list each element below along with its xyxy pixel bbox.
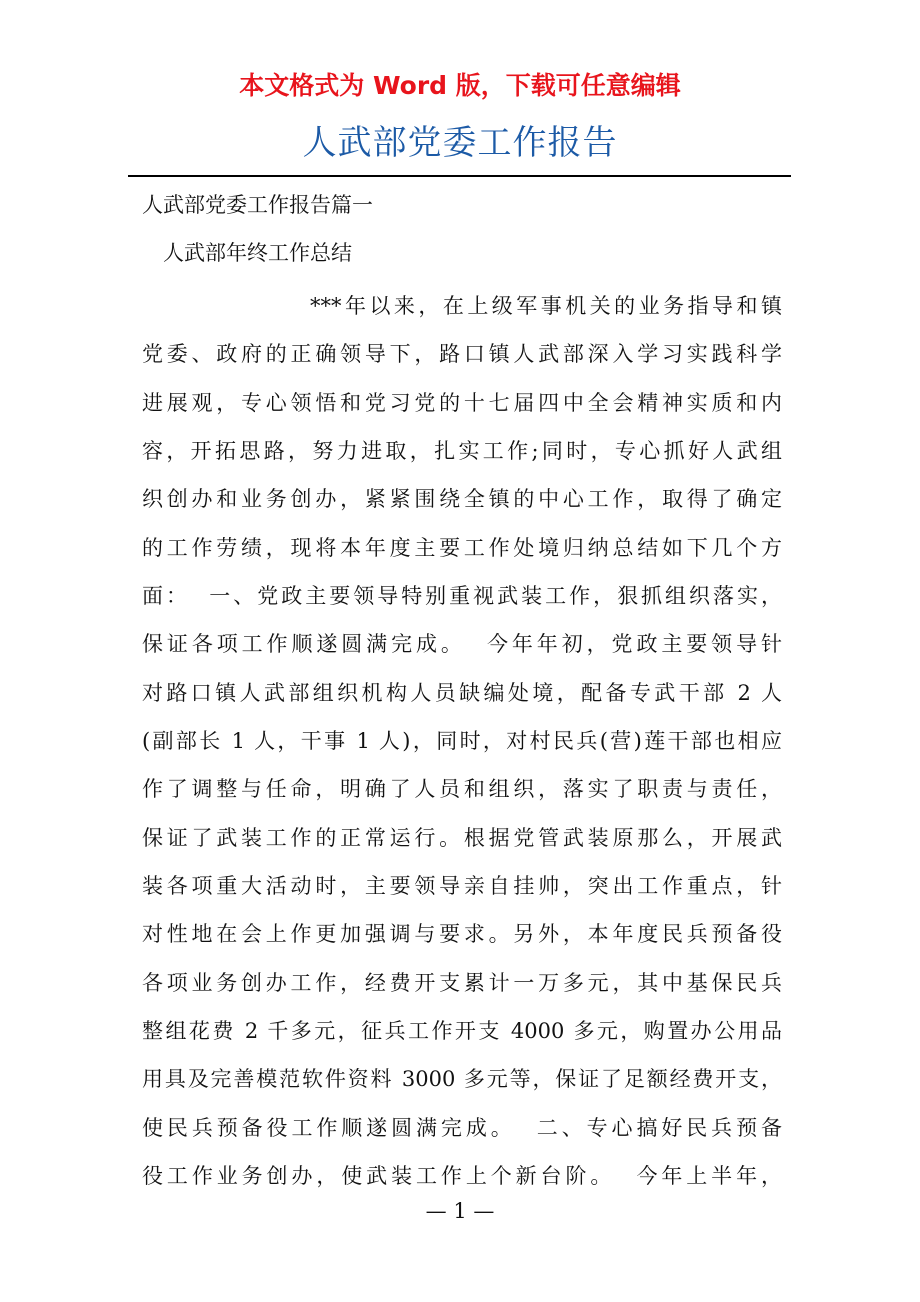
body-line: 役工作业务创办，使武装工作上个新台阶。 今年上半年， — [142, 1163, 782, 1188]
body-line: 保证了武装工作的正常运行。根据党管武装原那么，开展武 — [142, 825, 782, 850]
body-line: 容，开拓思路，努力进取，扎实工作;同时，专心抓好人武组 — [142, 438, 782, 463]
body-line: 保证各项工作顺遂圆满完成。 今年年初，党政主要领导针 — [142, 632, 782, 657]
page-number: — 1 — — [425, 1199, 495, 1223]
sub-heading: 人武部年终工作总结 — [163, 241, 352, 265]
body-line: 使民兵预备役工作顺遂圆满完成。 二、专心搞好民兵预备 — [142, 1115, 782, 1140]
body-line: 面： 一、党政主要领导特别重视武装工作，狠抓组织落实， — [142, 583, 782, 608]
body-line: 对性地在会上作更加强调与要求。另外，本年度民兵预备役 — [142, 922, 782, 947]
body-line: 用具及完善模范软件资料 3000 多元等，保证了足额经费开支， — [142, 1067, 782, 1092]
body-line: 的工作劳绩，现将本年度主要工作处境归纳总结如下几个方 — [142, 535, 782, 560]
body-line: 整组花费 2 千多元，征兵工作开支 4000 多元，购置办公用品 — [142, 1018, 782, 1043]
body-line: (副部长 1 人，干事 1 人)，同时，对村民兵(营)莲干部也相应 — [142, 728, 782, 753]
document-title: 人武部党委工作报告 — [302, 123, 618, 163]
body-line: 装各项重大活动时，主要领导亲自挂帅，突出工作重点，针 — [142, 873, 782, 898]
body-line: 作了调整与任命，明确了人员和组织，落实了职责与责任， — [142, 777, 782, 802]
body-line: 各项业务创办工作，经费开支累计一万多元，其中基保民兵 — [142, 970, 782, 995]
title-divider — [128, 175, 791, 177]
section-heading: 人武部党委工作报告篇一 — [142, 193, 373, 217]
body-line: 织创办和业务创办，紧紧围绕全镇的中心工作，取得了确定 — [142, 487, 782, 512]
body-line: 党委、政府的正确领导下，路口镇人武部深入学习实践科学 — [142, 342, 782, 367]
body-text — [142, 282, 782, 1200]
body-line: ***年以来，在上级军事机关的业务指导和镇 — [310, 294, 782, 318]
body-line: 对路口镇人武部组织机构人员缺编处境，配备专武干部 2 人 — [142, 680, 782, 705]
body-line: 进展观，专心领悟和党习党的十七届四中全会精神实质和内 — [142, 390, 782, 415]
format-banner: 本文格式为 Word 版，下载可任意编辑 — [239, 71, 681, 100]
